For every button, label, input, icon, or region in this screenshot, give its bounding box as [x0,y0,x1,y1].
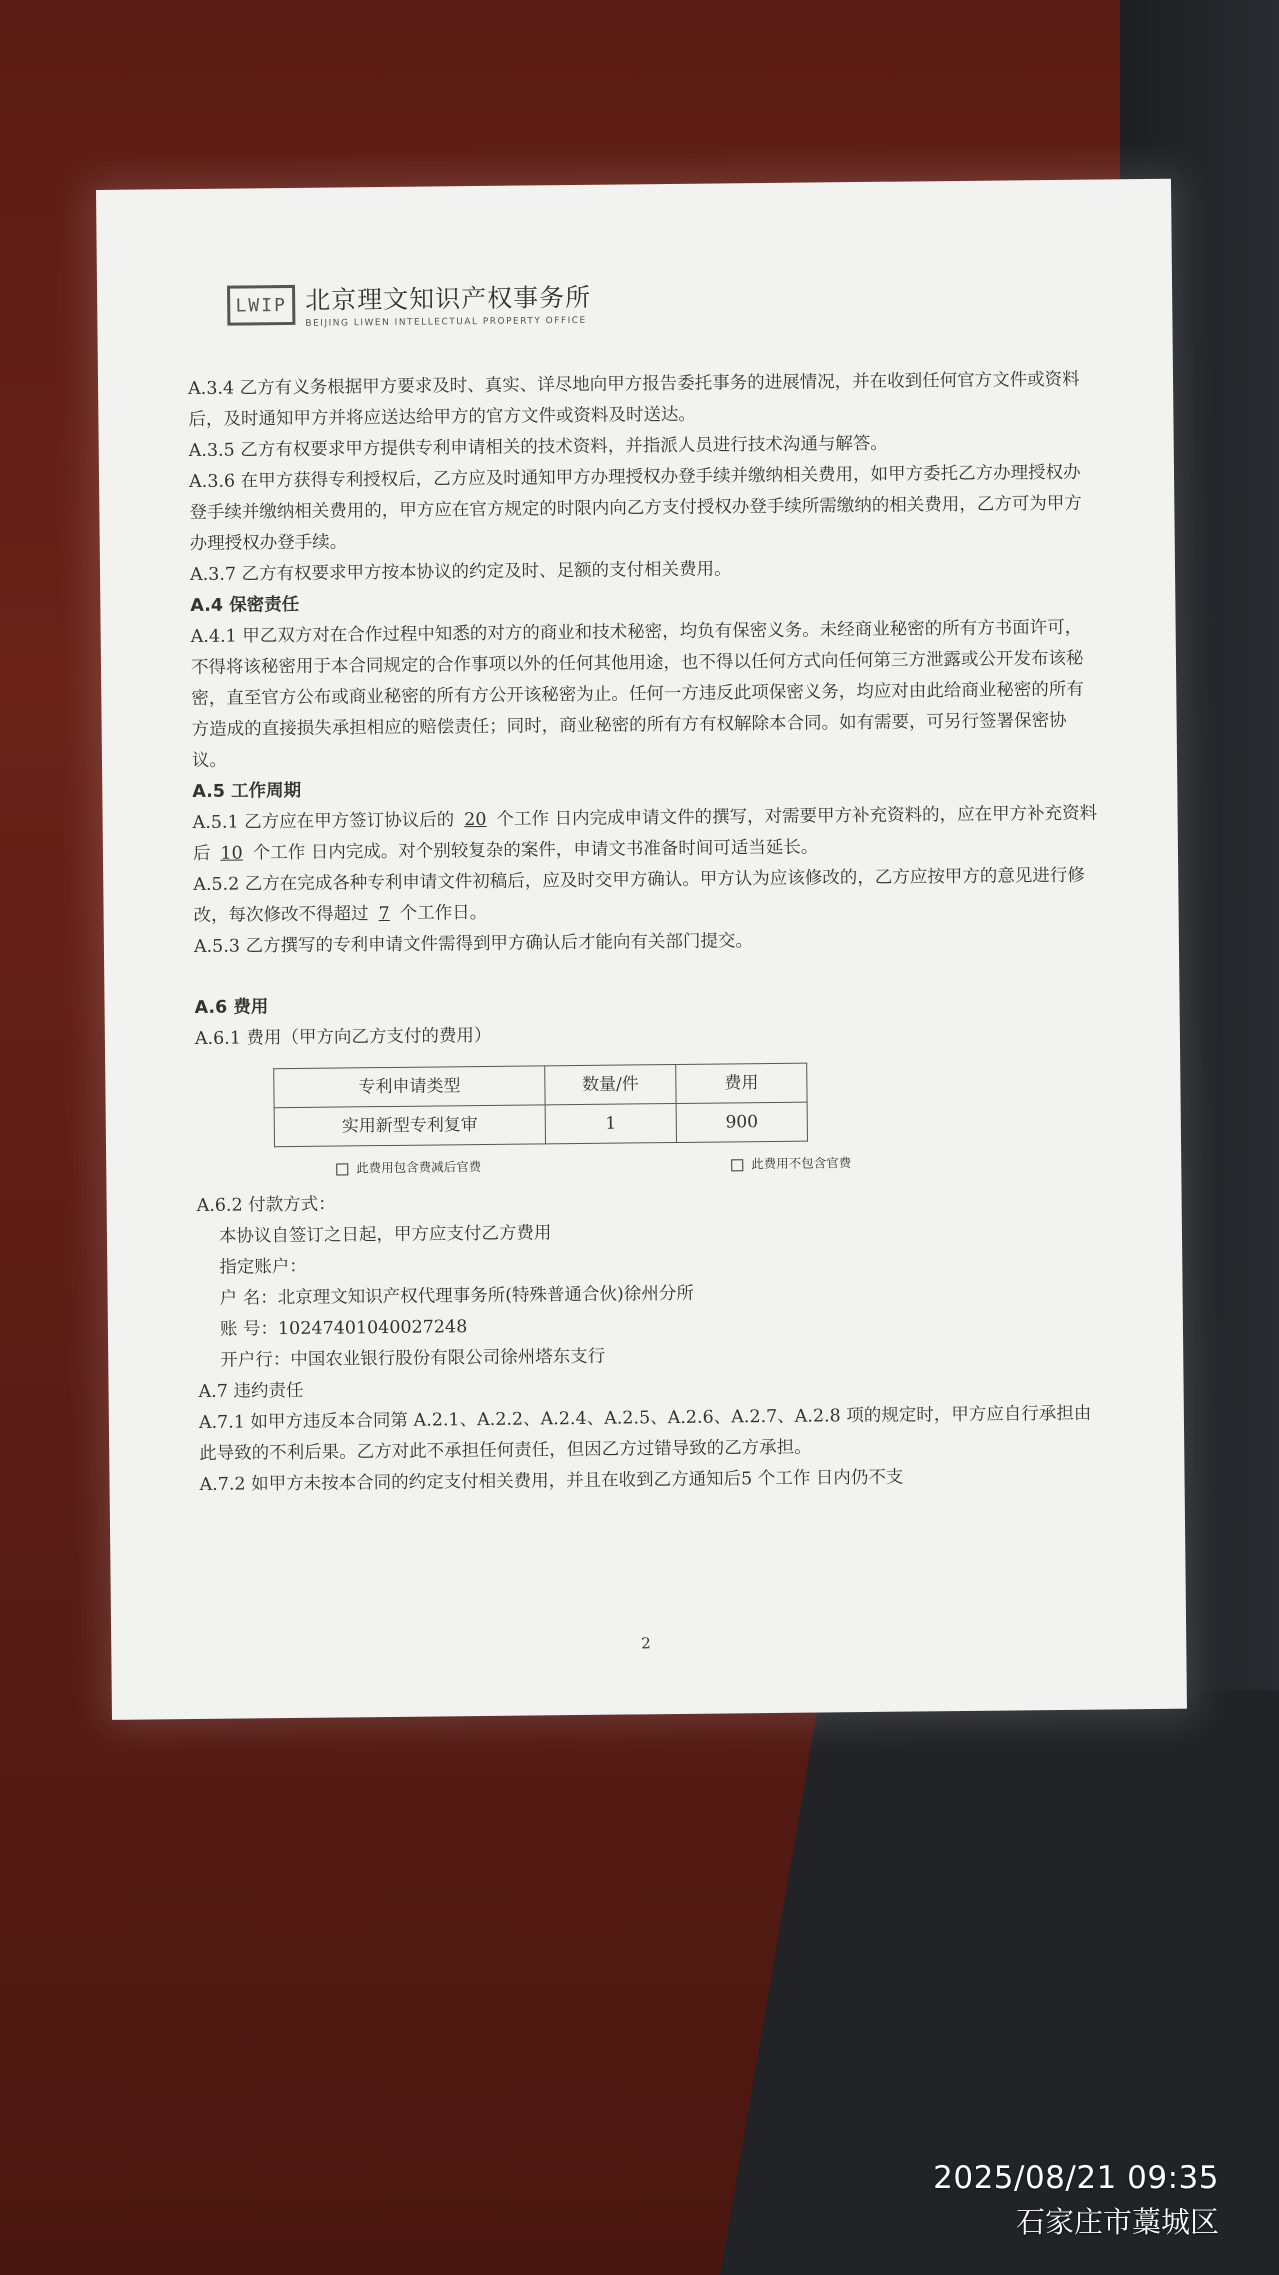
clause-a34: A.3.4 乙方有义务根据甲方要求及时、真实、详尽地向甲方报告委托事务的进展情况，并在收到任何官方文件或资料后，及时通知甲方并将应送达给甲方的官方文件或资料及时送达。 [187,369,1080,431]
clause-a35: A.3.5 乙方有权要求甲方提供专利申请相关的技术资料，并指派人员进行技术沟通与解答。 [188,433,888,462]
fee-notes [336,1145,1101,1184]
fee-table [273,1063,808,1148]
note-incl: 此费用包含费减后官费 [356,1159,482,1176]
contract-page [96,179,1187,1720]
logo-mark-icon: LWIP [227,285,295,326]
timestamp-datetime: 2025/08/21 09:35 [933,2160,1219,2196]
table-row [274,1102,807,1147]
page-number: 2 [641,1634,651,1653]
firm-logo [227,280,591,328]
col-type: 专利申请类型 [274,1066,545,1108]
clause-a52: A.5.2 乙方在完成各种专利申请文件初稿后，应及时交甲方确认。甲方认为应该修改的，乙方应按甲方的意见进行修改，每次修改不得超过 7 个工作日。 [193,865,1085,927]
clause-a36: A.3.6 在甲方获得专利授权后，乙方应及时通知甲方办理授权办登手续并缴纳相关费用，如甲方委托乙方办理授权办登手续并缴纳相关费用的，甲方应在官方规定的时限内向乙方支付授权办登手续所需缴纳的相关费用，乙方可为甲方办理授权办登手续。 [188,462,1082,555]
account-label: 指定账户： [219,1256,307,1278]
section-a6-title: A.6 费用 [194,997,269,1019]
checkbox-icon [731,1159,743,1171]
days-revision: 7 [378,903,390,925]
timestamp-location: 石家庄市藁城区 [1015,2205,1219,2239]
account-number: 账 号：10247401040027248 [219,1317,468,1340]
contract-body [188,365,1105,1501]
checkbox-icon [336,1163,348,1175]
firm-name-en: BEIJING LIWEN INTELLECTUAL PROPERTY OFFICE [305,315,587,329]
clause-a71: A.7.1 如甲方违反本合同第 A.2.1、A.2.2、A.2.4、A.2.5、A.2.6、A.2.7、A.2.8 项的规定时，甲方应自行承担由此导致的不利后果。乙方对此不承担任何责任，但因乙方过错导致的乙方承担。 [198,1403,1092,1464]
col-fee: 费用 [676,1063,807,1103]
section-a5-title: A.5 工作周期 [192,780,302,803]
table-header-row [274,1063,807,1108]
account-name: 户 名：北京理文知识产权代理事务所(特殊普通合伙)徐州分所 [219,1283,694,1309]
cell-type: 实用新型专利复审 [274,1105,545,1147]
cell-fee: 900 [676,1102,807,1142]
photo-timestamp [933,2160,1219,2241]
col-qty: 数量/件 [545,1064,676,1104]
clause-a51: A.5.1 乙方应在甲方签订协议后的 20 个工作 日内完成申请文件的撰写，对需要甲方补充资料的，应在甲方补充资料后 10 个工作 日内完成。对个别较复杂的案件，申请文书准备时间可适当延长。 [192,803,1098,865]
note-excl: 此费用不包含官费 [751,1155,852,1172]
clause-a37: A.3.7 乙方有权要求甲方按本协议的约定及时、足额的支付相关费用。 [189,559,732,586]
clause-a53: A.5.3 乙方撰写的专利申请文件需得到甲方确认后才能向有关部门提交。 [193,931,754,958]
clause-a72: A.7.2 如甲方未按本合同的约定支付相关费用，并且在收到乙方通知后5 个工作 日内仍不支 [199,1467,904,1495]
cell-qty: 1 [545,1103,676,1143]
clause-a41: A.4.1 甲乙双方对在合作过程中知悉的对方的商业和技术秘密，均负有保密义务。未经商业秘密的所有方书面许可，不得将该秘密用于本合同规定的合作事项以外的任何其他用途，也不得以任何方式向任何第三方泄露或公开发布该秘密，直至官方公布或商业秘密的所有方公开该秘密为止。任何一方违反此项保密义务，均应对由此给商业秘密的所有方造成的直接损失承担相应的赔偿责任；同时，商业秘密的所有方有权解除本合同。如有需要，可另行签署保密协议。 [190,617,1084,772]
bank-name: 开户行：中国农业银行股份有限公司徐州塔东支行 [220,1346,606,1371]
section-a4-title: A.4 保密责任 [190,594,300,617]
days-supplement: 10 [220,843,243,864]
clause-a61: A.6.1 费用（甲方向乙方支付的费用） [194,1025,492,1050]
payment-line: 本协议自签订之日起，甲方应支付乙方费用 [218,1223,552,1247]
days-writing: 20 [464,809,487,831]
clause-a62: A.6.2 付款方式： [196,1194,336,1217]
firm-name-cn: 北京理文知识产权事务所 [305,282,592,315]
section-a7-title: A.7 违约责任 [198,1380,304,1402]
